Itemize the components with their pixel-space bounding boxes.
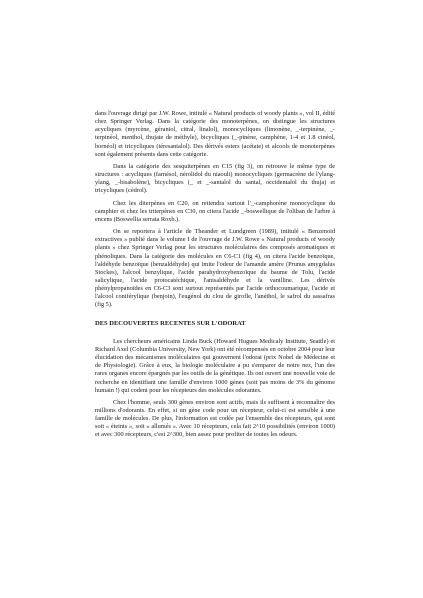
paragraph-receptors: Chez l'homme, seuls 300 gènes environ sont actifs, mais ils suffisent à reconnaître des millions d'odorants. En effet, si un gène code pour un récepteur, celui-ci est sensible à une famille de molécules. De plus, l'information est codée par l'ensemble des récepteurs, qui sont soit « éteints », soit « allumés ». Avec 10 récepteurs, cela fait 2^10 possibilités (environ 1000) et avec 300 récepteurs, c'est 2^300, bien assez pour profiter de toutes les odeurs. [95,398,335,439]
paragraph-monoterpenes: dans l'ouvrage dirigé par J.W. Rowe, intitulé « Natural products of woody plants », vol II, édité chez Springer Verlag. Dans la catégorie des monoterpènes, on distingue les structures acycliques (myrcène, géraniol, citral, linalol), monocycliques (limonène, _-terpinène, _-terpinéol, menthol, thujate de méthyle), bicycliques (_-pinène, camphène, 1-4 et 1.8 cinéol, bornéol) et tricycliques (téresantalol). Des dérivés esters (acétate) et alcools de monoterpènes sont également présents dans cette catégorie. [95,110,335,158]
document-page [95,110,335,440]
paragraph-diterpenes: Chez les diterpènes en C20, on retiendra surtout l'_-camphorène monocyclique du camphier et chez les triterpènes en C30, on citera l'acide _-boswellique de l'oliban de l'arbre à encens (Boswellia serrata Roxb.). [95,199,335,223]
section-heading: DES DECOUVERTES RECENTES SUR L'ODORAT [95,319,246,327]
paragraph-benzenoid: On se reportera à l'article de Theander et Lundgreen (1989), intitulé « Benzenoid extractives » publié dans le volume I de l'ouvrage de J.W. Rowe « Natural products of woody plants » chez Springer Verlag pour les structures moléculaires des composés aromatiques et phénoliques. Dans la catégorie des molécules en C6-C1 (fig 4), on citera l'acide benzoïque, l'aldéhyde benzoïque (benzaldéhyde) qui imite l'odeur de l'amande amère (Prunus amygdalus Stockes), l'alcool benzylique, l'acide parahydroxybenzoïque du baume de Tolu, l'acide salicylique, l'acide protocatéchique, l'anisaldéhyde et la vanilline. Les dérivés phénylpropanoïdes en C6-C3 sont surtout représentés par l'acide orthocoumarique, l'acide et l'alcool coniférylique (benjoin), l'eugénol du clou de girofle, l'anéthol, le safrol du sassafras (fig 5). [95,228,335,309]
paragraph-sesquiterpenes: Dans la catégorie des sesquiterpènes en C15 (fig 3), on retrouve le même type de structures : acycliques (farnésol, nérolidol du niaouli) monocycliques (germacrène de l'ylang-ylang, _-bisabolène), bicycliques (_ et _-santalol du santal, occidentalol du thuja) et tricycliques (cédrol). [95,162,335,195]
paragraph-nobel: Les chercheurs américains Linda Buck (Howard Hugues Medicaly Institute, Seattle) et Richard Axel (Columbia University, New York) ont été récompensés en octobre 2004 pour leur élucidation des mécanismes moléculaires qui gouvernent l'odorat (prix Nobel de Médecine et de Physiologie). Grâce à eux, la biologie moléculaire a pu s'emparer de notre nez, l'un des rares organes encore épargnés par les outils de la génétique. Ils ont ouvert une nouvelle voie de recherche en identifiant une famille d'environ 1000 gènes (soit pas moins de 3% du génome humain !) qui codent pour les récepteurs des molécules odorantes. [95,337,335,394]
